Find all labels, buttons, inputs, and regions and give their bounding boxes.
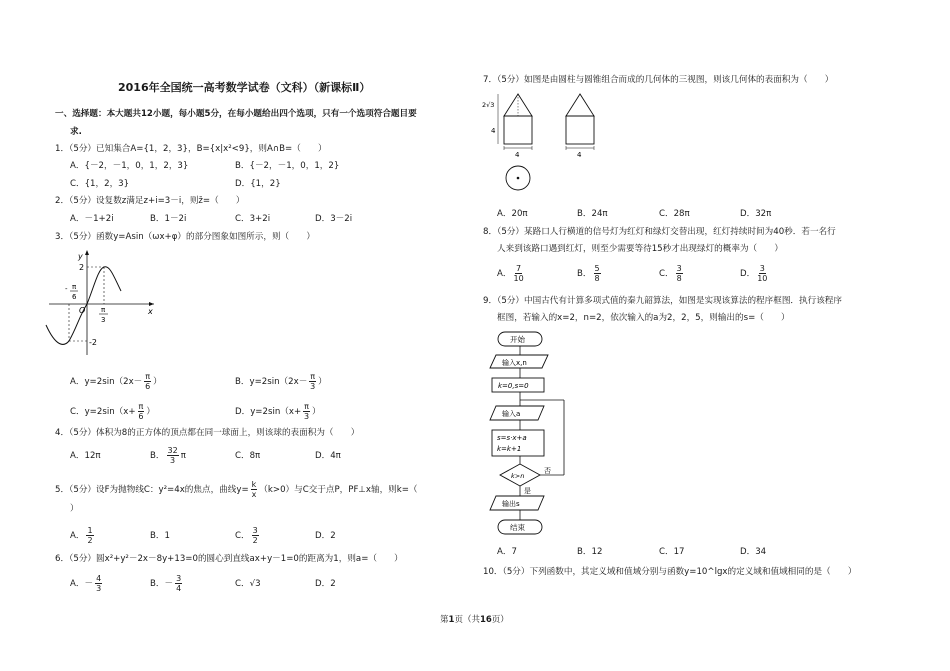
q9-stem: 9．（5分）中国古代有计算多项式值的秦九韶算法，如图是实现该算法的程序框图．执行该程序 bbox=[483, 296, 842, 306]
q5-option-a: A． $\frac{1}{2}$ bbox=[70, 526, 93, 545]
q5-option-d: D．2 bbox=[315, 531, 336, 541]
q8-stem: 8．（5分）某路口人行横道的信号灯为红灯和绿灯交替出现，红灯持续时间为40秒．若一名行 bbox=[483, 227, 836, 237]
q7-three-view-figure bbox=[480, 92, 630, 197]
section-heading-cont: 求. bbox=[70, 127, 82, 137]
q7-option-b: B．24π bbox=[577, 209, 608, 219]
q3-sine-graph bbox=[44, 247, 164, 357]
flow-yes-label: 是 bbox=[524, 487, 531, 495]
q9-option-c: C．17 bbox=[659, 547, 685, 557]
q4-option-a: A．12π bbox=[70, 451, 101, 461]
q3-option-b: B．y=2sin（2x－ $\frac{\pi}{3}$ ） bbox=[235, 372, 327, 391]
q8-stem-cont: 人来到该路口遇到红灯，则至少需要等待15秒才出现绿灯的概率为（ ） bbox=[497, 244, 783, 254]
q4-stem: 4．（5分）体积为8的正方体的顶点都在同一球面上，则该球的表面积为（ ） bbox=[55, 428, 360, 438]
q7-cone-height-label: 2√3 bbox=[482, 101, 495, 109]
flow-init: k=0,s=0 bbox=[498, 382, 529, 390]
flow-output: 输出s bbox=[502, 500, 520, 508]
q1-option-c: C．{1，2，3} bbox=[70, 179, 130, 189]
q3-option-d: D．y=2sin（x+ $\frac{\pi}{3}$ ） bbox=[235, 402, 321, 421]
q6-option-a: A．－ $\frac{4}{3}$ bbox=[70, 574, 102, 593]
q3-y-label: y bbox=[78, 252, 83, 261]
flow-input-xn: 输入x,n bbox=[502, 359, 527, 367]
q8-option-a: A． $\frac{7}{10}$ bbox=[497, 264, 524, 283]
q8-option-b: B． $\frac{5}{8}$ bbox=[577, 264, 600, 283]
q1-option-b: B．{－2，－1，0，1，2} bbox=[235, 161, 340, 171]
q5-stem: 5．（5分）设F为抛物线C：y²=4x的焦点，曲线y= $\frac{k}{x}$ （k>0）与C交于点P，PF⊥x轴，则k=（ bbox=[55, 480, 418, 499]
q3-origin-label: O bbox=[79, 306, 86, 315]
q6-option-b: B．－ $\frac{3}{4}$ bbox=[150, 574, 182, 593]
q3-option-a: A．y=2sin（2x－ $\frac{\pi}{6}$ ） bbox=[70, 372, 162, 391]
q5-stem-cont: ） bbox=[70, 504, 79, 514]
page-footer: 第1页（共16页） bbox=[440, 615, 509, 625]
q3-x-left-num: π bbox=[72, 283, 77, 291]
q3-x-right-num: π bbox=[101, 306, 106, 314]
q7-width-label-side: 4 bbox=[577, 151, 582, 159]
q9-stem-cont: 框图，若输入的x=2，n=2，依次输入的a为2，2，5，则输出的s=（ ） bbox=[497, 313, 790, 323]
q3-y-top-label: 2 bbox=[79, 263, 85, 272]
q3-stem: 3．（5分）函数y=Asin（ωx+φ）的部分图象如图所示，则（ ） bbox=[55, 232, 315, 242]
flow-cond: k>n bbox=[511, 472, 525, 480]
section-heading: 一、选择题：本大题共12小题，每小题5分，在每小题给出四个选项，只有一个选项符合题目要 bbox=[55, 109, 417, 119]
q6-option-c: C．√3 bbox=[235, 579, 261, 589]
q6-stem: 6．（5分）圆x²+y²－2x－8y+13=0的圆心到直线ax+y－1=0的距离为1，则a=（ ） bbox=[55, 554, 403, 564]
q3-option-c: C．y=2sin（x+ $\frac{\pi}{6}$ ） bbox=[70, 402, 155, 421]
q2-option-b: B．1－2i bbox=[150, 214, 187, 224]
q3-y-bottom-label: -2 bbox=[89, 338, 97, 347]
q2-option-d: D．3－2i bbox=[315, 214, 353, 224]
q4-option-c: C．8π bbox=[235, 451, 261, 461]
q3-x-left-den: 6 bbox=[72, 293, 77, 301]
q7-width-label-front: 4 bbox=[515, 151, 520, 159]
q7-option-a: A．20π bbox=[497, 209, 528, 219]
flow-update-k: k=k+1 bbox=[497, 445, 522, 453]
flow-start: 开始 bbox=[510, 335, 525, 344]
q3-x-label: x bbox=[148, 307, 153, 316]
q4-option-d: D．4π bbox=[315, 451, 341, 461]
q7-cyl-height-label: 4 bbox=[491, 127, 496, 135]
q7-option-d: D．32π bbox=[740, 209, 772, 219]
flow-no-label: 否 bbox=[544, 467, 551, 475]
q2-option-c: C．3+2i bbox=[235, 214, 271, 224]
q9-flowchart bbox=[480, 330, 590, 540]
q5-option-b: B．1 bbox=[150, 531, 170, 541]
q9-option-a: A．7 bbox=[497, 547, 517, 557]
q10-stem: 10．（5分）下列函数中，其定义域和值域分别与函数y=10^lgx的定义域和值域相同的是（ ） bbox=[483, 567, 857, 577]
q5-option-c: C． $\frac{3}{2}$ bbox=[235, 526, 258, 545]
q1-option-d: D．{1，2} bbox=[235, 179, 281, 189]
q4-option-b: B． $\frac{32}{3}$ π bbox=[150, 446, 186, 465]
flow-update-s: s=s·x+a bbox=[497, 434, 527, 442]
flow-input-a: 输入a bbox=[502, 410, 521, 418]
q1-stem: 1．（5分）已知集合A={1，2，3}，B={x|x²<9}，则A∩B=（ ） bbox=[55, 144, 327, 154]
q6-option-d: D．2 bbox=[315, 579, 336, 589]
q2-stem: 2．（5分）设复数z满足z+i=3－i，则z̄=（ ） bbox=[55, 196, 245, 206]
q1-option-a: A．{－2，－1，0，1，2，3} bbox=[70, 161, 189, 171]
q9-option-d: D．34 bbox=[740, 547, 767, 557]
paper-title: 2016年全国统一高考数学试卷（文科）（新课标Ⅱ） bbox=[118, 81, 371, 94]
q8-option-c: C． $\frac{3}{8}$ bbox=[659, 264, 682, 283]
q7-stem: 7．（5分）如图是由圆柱与圆锥组合而成的几何体的三视图，则该几何体的表面积为（ ） bbox=[483, 75, 834, 85]
q3-x-right-den: 3 bbox=[101, 316, 106, 324]
flow-end: 结束 bbox=[510, 523, 525, 532]
q2-option-a: A．－1+2i bbox=[70, 214, 114, 224]
svg-text:-: - bbox=[65, 285, 68, 293]
q7-option-c: C．28π bbox=[659, 209, 690, 219]
q9-option-b: B．12 bbox=[577, 547, 603, 557]
q8-option-d: D． $\frac{3}{10}$ bbox=[740, 264, 768, 283]
